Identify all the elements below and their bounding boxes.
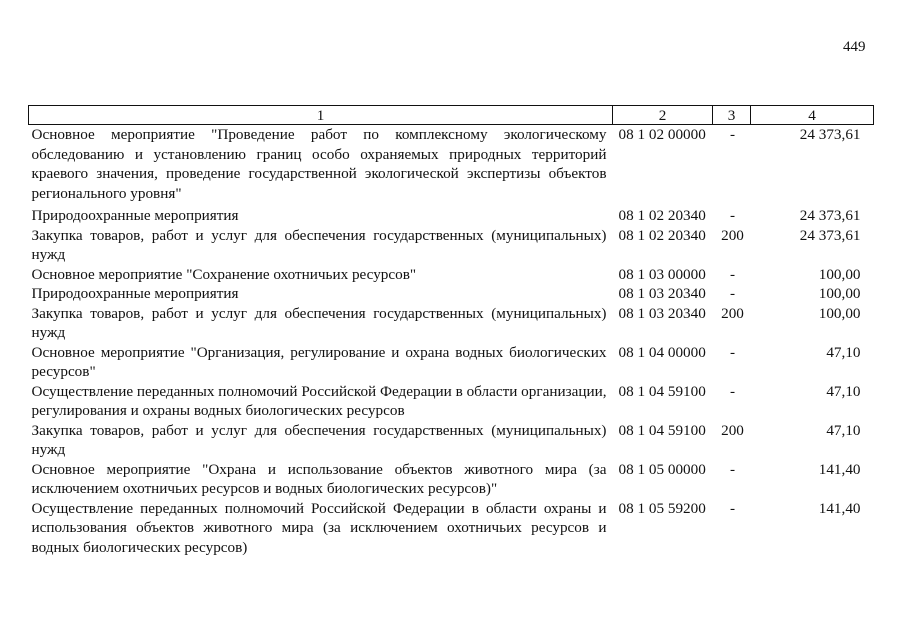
row-code: 08 1 02 00000 xyxy=(618,126,706,143)
table-row xyxy=(29,499,874,558)
table-row xyxy=(29,343,874,382)
page-number: 449 xyxy=(843,39,866,55)
row-name: Осуществление переданных полномочий Российской Федерации в области охраны и использования объектов животного мира (за исключением охотничьих ресурсов и водных биологических ресурсов) xyxy=(31,499,607,556)
row-code: 08 1 03 00000 xyxy=(618,265,706,283)
row-type: - xyxy=(729,499,736,517)
row-name: Закупка товаров, работ и услуг для обеспечения государственных (муниципальных) нужд xyxy=(31,226,607,263)
table-row xyxy=(29,203,874,226)
row-type: - xyxy=(729,285,736,302)
row-amount: 47,10 xyxy=(826,382,861,400)
table-row xyxy=(29,382,874,421)
table-row xyxy=(29,304,874,343)
table-body xyxy=(29,125,874,558)
row-code: 08 1 02 20340 xyxy=(618,226,706,244)
row-code: 08 1 05 59200 xyxy=(618,499,706,517)
row-name: Закупка товаров, работ и услуг для обеспечения государственных (муниципальных) нужд xyxy=(31,304,607,341)
row-type: - xyxy=(729,265,736,283)
table-header xyxy=(29,106,874,125)
table-row xyxy=(29,265,874,285)
row-type: - xyxy=(729,126,736,143)
row-name: Закупка товаров, работ и услуг для обеспечения государственных (муниципальных) нужд xyxy=(31,421,607,458)
row-name: Основное мероприятие "Сохранение охотничьих ресурсов" xyxy=(31,265,417,283)
header-col-4: 4 xyxy=(751,106,874,125)
row-name: Осуществление переданных полномочий Российской Федерации в области организации, регулирования и охраны водных биологических ресурсов xyxy=(31,382,607,419)
row-type: - xyxy=(729,207,736,224)
table-row xyxy=(29,460,874,499)
row-amount: 47,10 xyxy=(826,343,861,361)
row-type: - xyxy=(729,343,736,361)
row-name: Основное мероприятие "Проведение работ по комплексному экологическому обследованию и установлению границ особо охраняемых природных территорий краевого значения, проведение государственной экологической экспертизы объектов регионального уровня" xyxy=(31,126,607,202)
row-amount: 24 373,61 xyxy=(799,207,861,224)
row-type: 200 xyxy=(721,226,744,244)
budget-table xyxy=(28,105,874,557)
row-amount: 100,00 xyxy=(818,265,861,283)
row-amount: 141,40 xyxy=(818,499,861,517)
row-code: 08 1 04 59100 xyxy=(618,382,706,400)
row-amount: 47,10 xyxy=(826,421,861,439)
row-type: - xyxy=(729,382,736,400)
header-col-1: 1 xyxy=(29,106,613,125)
table-row xyxy=(29,284,874,304)
row-amount: 24 373,61 xyxy=(799,126,861,143)
row-amount: 100,00 xyxy=(818,285,861,302)
table-row xyxy=(29,226,874,265)
row-name: Основное мероприятие "Организация, регулирование и охрана водных биологических ресурсов" xyxy=(31,343,607,380)
header-col-2: 2 xyxy=(613,106,713,125)
row-code: 08 1 05 00000 xyxy=(618,460,706,478)
row-name: Природоохранные мероприятия xyxy=(31,207,239,224)
row-code: 08 1 03 20340 xyxy=(618,304,706,322)
row-code: 08 1 04 00000 xyxy=(618,343,706,361)
row-name: Основное мероприятие "Охрана и использование объектов животного мира (за исключением охотничьих ресурсов и водных биологических ресурсов)" xyxy=(31,460,607,497)
row-type: - xyxy=(729,460,736,478)
row-code: 08 1 03 20340 xyxy=(618,285,706,302)
row-code: 08 1 02 20340 xyxy=(618,207,706,224)
row-amount: 100,00 xyxy=(818,304,861,322)
table-row xyxy=(29,125,874,204)
row-type: 200 xyxy=(721,304,744,322)
table-row xyxy=(29,421,874,460)
header-row xyxy=(29,106,874,125)
row-type: 200 xyxy=(721,421,744,439)
header-col-3: 3 xyxy=(713,106,751,125)
row-name: Природоохранные мероприятия xyxy=(31,285,239,302)
row-code: 08 1 04 59100 xyxy=(618,421,706,439)
row-amount: 24 373,61 xyxy=(799,226,861,244)
row-amount: 141,40 xyxy=(818,460,861,478)
